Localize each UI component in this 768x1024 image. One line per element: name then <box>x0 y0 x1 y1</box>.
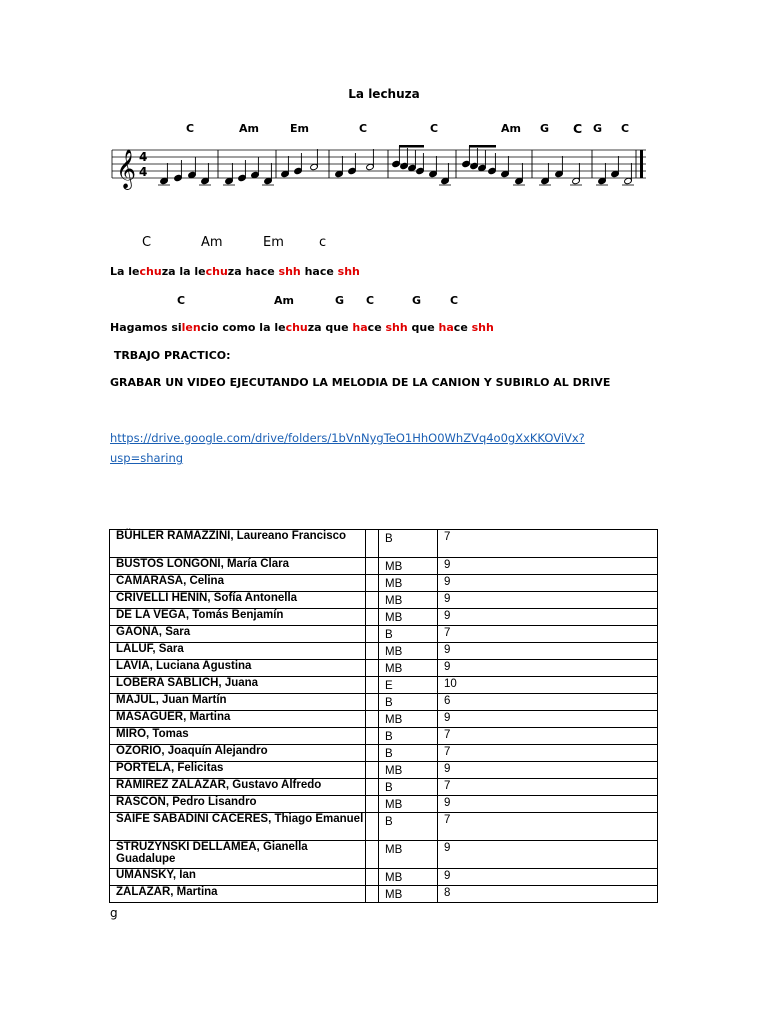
grade-cell: MB <box>379 796 438 813</box>
grade-cell: B <box>379 813 438 841</box>
student-name-cell: BUSTOS LONGONI, María Clara <box>110 558 366 575</box>
staff-chord: C <box>359 122 368 135</box>
score-cell: 9 <box>438 711 658 728</box>
grade-cell: E <box>379 677 438 694</box>
drive-link-line-1[interactable]: https://drive.google.com/drive/folders/1bVnNygTeO1HhO0WhZVq4o0gXxKKOViVx? <box>110 431 585 445</box>
spacer-cell <box>366 796 379 813</box>
spacer-cell <box>366 886 379 903</box>
assignment-heading: TRBAJO PRACTICO: <box>110 349 231 362</box>
song-title: La lechuza <box>348 87 420 101</box>
spacer-cell <box>366 530 379 558</box>
table-row <box>110 609 658 626</box>
lyric-syllable: ce <box>453 321 472 334</box>
note-beam <box>399 145 424 148</box>
grade-cell: MB <box>379 575 438 592</box>
score-cell: 9 <box>438 575 658 592</box>
staff-chord: Em <box>290 122 309 135</box>
staff-chord: Am <box>501 122 521 135</box>
verse-chord: C <box>142 235 152 250</box>
svg-text:4: 4 <box>139 150 148 164</box>
lyric-syllable: za la le <box>161 265 206 278</box>
grades-table <box>109 529 658 903</box>
student-name-cell: RAMIREZ ZALAZAR, Gustavo Alfredo <box>110 779 366 796</box>
table-row <box>110 813 658 841</box>
verse-chord: Em <box>263 235 284 250</box>
grade-cell: MB <box>379 762 438 779</box>
lyric-syllable: La le <box>110 265 140 278</box>
student-name-cell: SAIFE SABADINI CACERES, Thiago Emanuel <box>110 813 366 841</box>
time-signature <box>139 150 147 179</box>
grade-cell: MB <box>379 558 438 575</box>
table-row <box>110 626 658 643</box>
drive-link[interactable] <box>110 429 585 467</box>
score-cell: 6 <box>438 694 658 711</box>
student-name-cell: RASCON, Pedro Lisandro <box>110 796 366 813</box>
grade-cell: B <box>379 728 438 745</box>
table-row <box>110 530 658 558</box>
table-row <box>110 558 658 575</box>
grade-cell: MB <box>379 643 438 660</box>
score-cell: 7 <box>438 745 658 762</box>
lyric-line-1 <box>110 265 360 278</box>
staff-chord: Am <box>239 122 259 135</box>
grade-cell: MB <box>379 592 438 609</box>
student-name-cell: LOBERA SABLICH, Juana <box>110 677 366 694</box>
table-row <box>110 711 658 728</box>
treble-clef-icon: 𝄞 <box>116 149 137 189</box>
table-row <box>110 869 658 886</box>
grade-cell: MB <box>379 711 438 728</box>
grade-cell: B <box>379 530 438 558</box>
lyric-syllable: za hace <box>227 265 279 278</box>
lyric-syllable: cio como la le <box>200 321 286 334</box>
table-row <box>110 728 658 745</box>
table-row <box>110 779 658 796</box>
lyric-syllable-highlight: shh <box>337 265 360 278</box>
lyric-syllable-highlight: shh <box>385 321 408 334</box>
student-name-cell: ZALAZAR, Martina <box>110 886 366 903</box>
spacer-cell <box>366 626 379 643</box>
table-row <box>110 886 658 903</box>
lyric-syllable-highlight: shh <box>278 265 301 278</box>
student-name-cell: MASAGUER, Martina <box>110 711 366 728</box>
note-beam <box>469 145 496 148</box>
student-name-cell: LAVIA, Luciana Agustina <box>110 660 366 677</box>
spacer-cell <box>366 575 379 592</box>
lyric-syllable-highlight: chu <box>139 265 162 278</box>
student-name-cell: OZORIO, Joaquín Alejandro <box>110 745 366 762</box>
score-cell: 9 <box>438 660 658 677</box>
score-cell: 9 <box>438 609 658 626</box>
staff-chord: C <box>186 122 195 135</box>
spacer-cell <box>366 609 379 626</box>
score-cell: 7 <box>438 530 658 558</box>
student-name-cell: MIRO, Tomas <box>110 728 366 745</box>
score-cell: 7 <box>438 626 658 643</box>
table-row <box>110 762 658 779</box>
spacer-cell <box>366 728 379 745</box>
lyric-line-2 <box>110 321 494 334</box>
student-name-cell: CAMARASA, Celina <box>110 575 366 592</box>
table-row <box>110 677 658 694</box>
grade-cell: MB <box>379 841 438 869</box>
grade-cell: B <box>379 779 438 796</box>
spacer-cell <box>366 869 379 886</box>
student-name-cell: DE LA VEGA, Tomás Benjamín <box>110 609 366 626</box>
table-row <box>110 841 658 869</box>
verse-chord: c <box>319 235 327 250</box>
grade-cell: B <box>379 745 438 762</box>
student-name-cell: STRUZYNSKI DELLAMEA, Gianella Guadalupe <box>110 841 366 869</box>
score-cell: 9 <box>438 841 658 869</box>
lyric-syllable-highlight: chu <box>285 321 308 334</box>
verse-chord: C <box>450 294 459 307</box>
student-name-cell: LALUF, Sara <box>110 643 366 660</box>
spacer-cell <box>366 677 379 694</box>
grade-cell: MB <box>379 660 438 677</box>
trailing-text: g <box>110 906 118 920</box>
student-name-cell: CRIVELLI HENIN, Sofía Antonella <box>110 592 366 609</box>
score-cell: 9 <box>438 762 658 779</box>
score-cell: 9 <box>438 592 658 609</box>
lyric-syllable-highlight: chu <box>205 265 228 278</box>
svg-text:4: 4 <box>139 165 148 179</box>
grade-cell: MB <box>379 869 438 886</box>
verse-chord: C <box>177 294 186 307</box>
student-name-cell: GAONA, Sara <box>110 626 366 643</box>
spacer-cell <box>366 694 379 711</box>
grade-cell: MB <box>379 609 438 626</box>
student-name-cell: BÜHLER RAMAZZINI, Laureano Francisco <box>110 530 366 558</box>
verse-chord: G <box>335 294 345 307</box>
score-cell: 7 <box>438 779 658 796</box>
staff-chord: C <box>573 121 583 136</box>
lyric-syllable: ce <box>367 321 386 334</box>
table-row <box>110 660 658 677</box>
score-cell: 8 <box>438 886 658 903</box>
music-staff <box>108 140 650 192</box>
grade-cell: B <box>379 626 438 643</box>
grade-cell: MB <box>379 886 438 903</box>
staff-chord: C <box>621 122 630 135</box>
student-name-cell: PORTELA, Felicitas <box>110 762 366 779</box>
score-cell: 9 <box>438 869 658 886</box>
table-row <box>110 796 658 813</box>
lyric-syllable-highlight: ha <box>352 321 368 334</box>
verse-chord: Am <box>201 235 223 250</box>
spacer-cell <box>366 643 379 660</box>
spacer-cell <box>366 813 379 841</box>
spacer-cell <box>366 841 379 869</box>
lyric-syllable: que <box>407 321 439 334</box>
lyric-syllable: Hagamos si <box>110 321 182 334</box>
lyric-syllable-highlight: ha <box>438 321 454 334</box>
spacer-cell <box>366 762 379 779</box>
table-row <box>110 575 658 592</box>
table-row <box>110 694 658 711</box>
spacer-cell <box>366 660 379 677</box>
score-cell: 9 <box>438 558 658 575</box>
staff-chord: G <box>540 122 550 135</box>
spacer-cell <box>366 558 379 575</box>
final-barline <box>640 150 643 178</box>
spacer-cell <box>366 592 379 609</box>
lyric-syllable: hace <box>300 265 338 278</box>
score-cell: 7 <box>438 813 658 841</box>
spacer-cell <box>366 711 379 728</box>
drive-link-line-2[interactable]: usp=sharing <box>110 451 184 465</box>
staff-chord: C <box>430 122 439 135</box>
assignment-instruction: GRABAR UN VIDEO EJECUTANDO LA MELODIA DE LA CANION Y SUBIRLO AL DRIVE <box>110 376 611 389</box>
lyric-syllable-highlight: len <box>181 321 201 334</box>
lyric-syllable-highlight: shh <box>471 321 494 334</box>
grade-cell: B <box>379 694 438 711</box>
student-name-cell: MAJUL, Juan Martín <box>110 694 366 711</box>
table-row <box>110 643 658 660</box>
score-cell: 7 <box>438 728 658 745</box>
score-cell: 9 <box>438 643 658 660</box>
spacer-cell <box>366 745 379 762</box>
student-name-cell: UMANSKY, Ian <box>110 869 366 886</box>
verse-chord: C <box>366 294 375 307</box>
spacer-cell <box>366 779 379 796</box>
verse-chord: Am <box>274 294 294 307</box>
table-row <box>110 592 658 609</box>
verse-chord: G <box>412 294 422 307</box>
staff-chord: G <box>593 122 603 135</box>
score-cell: 9 <box>438 796 658 813</box>
table-row <box>110 745 658 762</box>
lyric-syllable: za que <box>307 321 353 334</box>
score-cell: 10 <box>438 677 658 694</box>
